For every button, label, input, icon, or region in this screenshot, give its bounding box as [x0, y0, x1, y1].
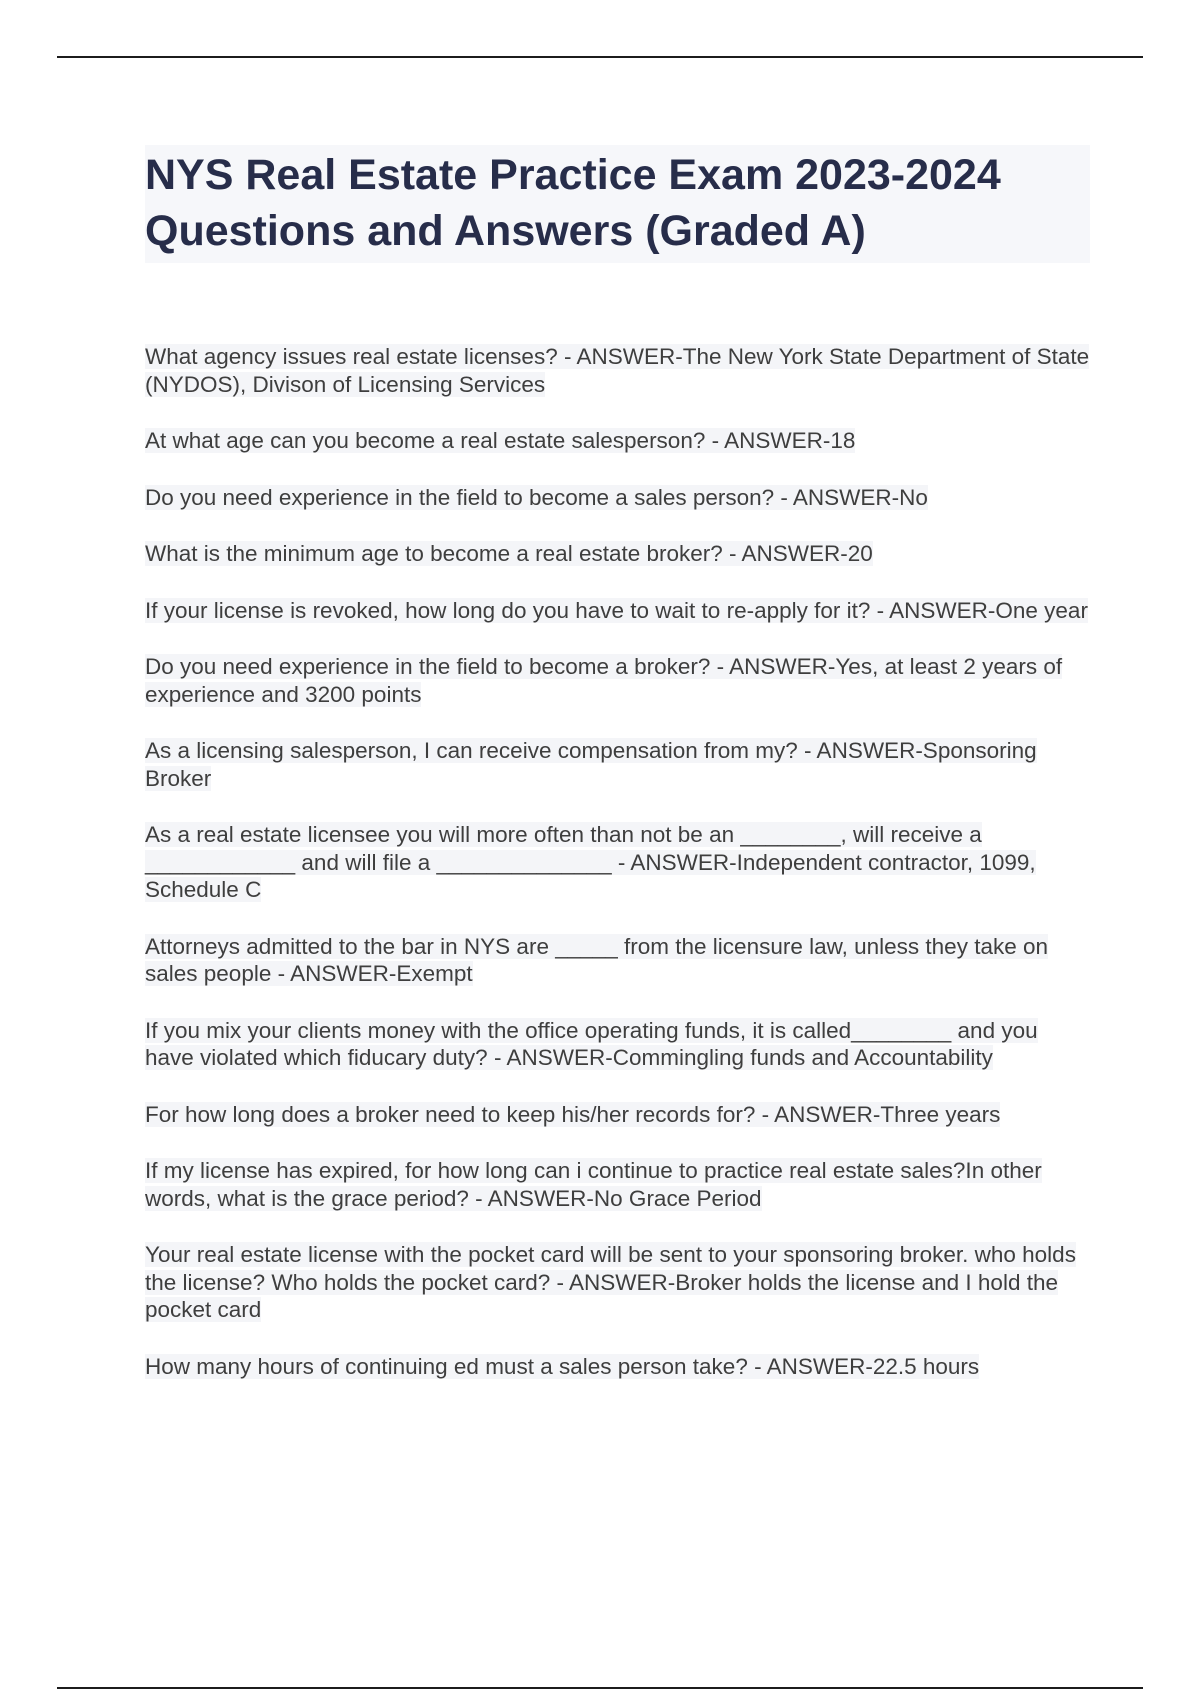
qa-text: At what age can you become a real estate salesperson? - ANSWER-18	[145, 428, 856, 453]
qa-text: As a licensing salesperson, I can receive compensation from my? - ANSWER-Sponsoring Broker	[145, 738, 1037, 791]
qa-text: Attorneys admitted to the bar in NYS are _____ from the licensure law, unless they take on sales people - ANSWER-Exempt	[145, 933, 1048, 986]
qa-item	[145, 427, 1090, 455]
qa-text: If your license is revoked, how long do you have to wait to re-apply for it? - ANSWER-One year	[145, 597, 1088, 623]
qa-item	[145, 1101, 1090, 1129]
qa-item	[145, 540, 1090, 568]
qa-text: As a real estate licensee you will more often than not be an ________, will receive a ____________ and will file a ______________ - ANSWER-Independent contractor, 1099, Schedule C	[145, 822, 1036, 902]
qa-text: How many hours of continuing ed must a sales person take? - ANSWER-22.5 hours	[145, 1353, 980, 1379]
qa-text: If my license has expired, for how long can i continue to practice real estate sales?In other words, what is the grace period? - ANSWER-No Grace Period	[145, 1158, 1042, 1211]
qa-item	[145, 343, 1090, 398]
qa-item	[145, 1241, 1090, 1324]
qa-item	[145, 597, 1090, 625]
qa-list	[145, 343, 1090, 1380]
qa-item	[145, 1157, 1090, 1212]
qa-item	[145, 484, 1090, 512]
qa-item	[145, 1353, 1090, 1381]
qa-text: For how long does a broker need to keep his/her records for? - ANSWER-Three years	[145, 1101, 1001, 1127]
qa-item	[145, 737, 1090, 792]
qa-text: Do you need experience in the field to become a broker? - ANSWER-Yes, at least 2 years of experience and 3200 points	[145, 654, 1063, 707]
qa-item	[145, 1017, 1090, 1072]
qa-text: Your real estate license with the pocket card will be sent to your sponsoring broker. who holds the license? Who holds the pocket card? - ANSWER-Broker holds the license and I hold the pocket card	[145, 1242, 1076, 1322]
qa-text: What agency issues real estate licenses? - ANSWER-The New York State Department of State (NYDOS), Divison of Licensing Services	[145, 344, 1090, 397]
qa-text: If you mix your clients money with the office operating funds, it is called________ and you have violated which fiducary duty? - ANSWER-Commingling funds and Accountability	[145, 1017, 1038, 1070]
document-title: NYS Real Estate Practice Exam 2023-2024 Questions and Answers (Graded A)	[145, 151, 1001, 255]
top-rule	[57, 56, 1143, 58]
qa-item	[145, 653, 1090, 708]
title-block	[145, 145, 1090, 263]
qa-item	[145, 821, 1090, 904]
qa-text: What is the minimum age to become a real estate broker? - ANSWER-20	[145, 541, 873, 566]
qa-text: Do you need experience in the field to become a sales person? - ANSWER-No	[145, 484, 928, 510]
document-body	[145, 145, 1090, 1409]
bottom-rule	[57, 1687, 1143, 1689]
qa-item	[145, 933, 1090, 988]
